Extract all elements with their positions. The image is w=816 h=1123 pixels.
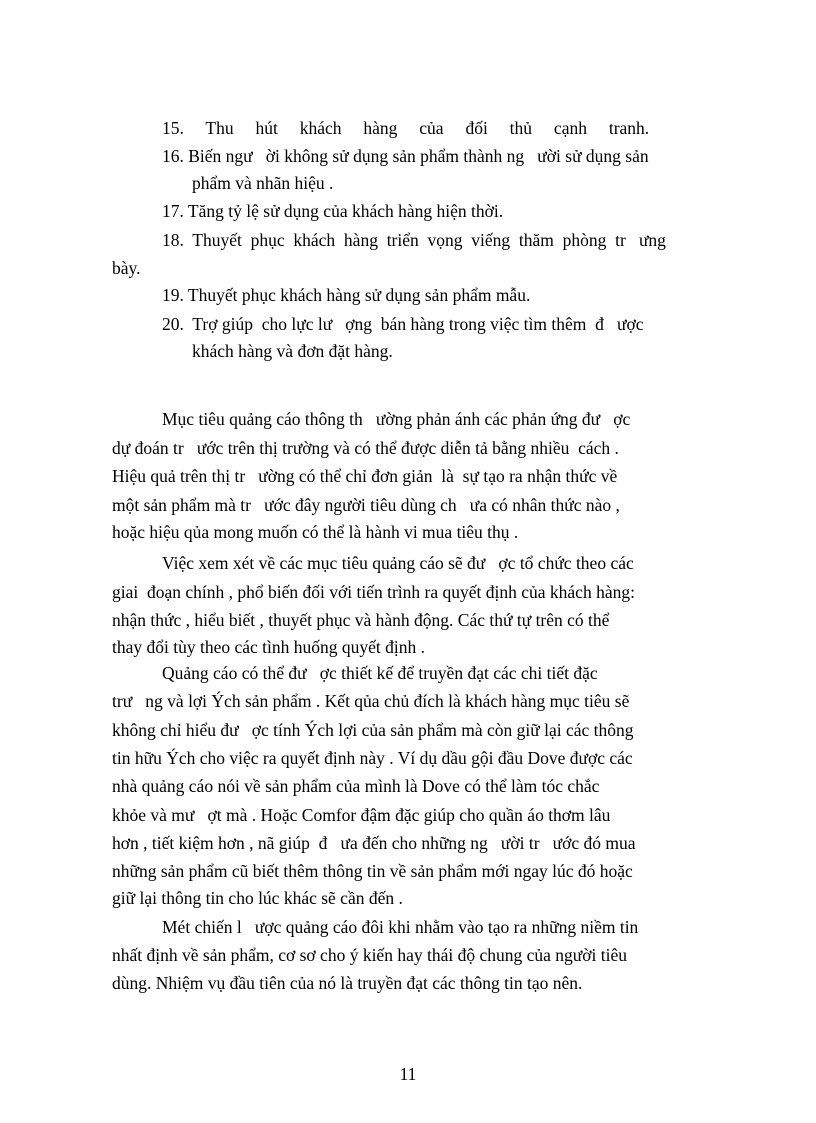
paragraph-4-line: nhất định về sản phẩm, cơ sơ cho ý kiến hay thái độ chung của người tiêu — [112, 945, 627, 965]
paragraph-3-line: khỏe và mư ợt mà . Hoặc Comfor đậm đặc giúp cho quần áo thơm lâu — [112, 805, 611, 825]
paragraph-1-line: Hiệu quả trên thị tr ường có thể chỉ đơn giản là sự tạo ra nhận thức về — [112, 466, 618, 486]
list-item-20: 20. Trợ giúp cho lực lư ợng bán hàng trong việc tìm thêm đ ược — [162, 314, 644, 334]
list-item-16-cont: phẩm và nhãn hiệu . — [192, 173, 334, 193]
list-item-18-cont: bày. — [112, 258, 141, 278]
paragraph-4-line: Mét chiến l ược quảng cáo đôi khi nhằm vào tạo ra những niềm tin — [162, 917, 639, 937]
paragraph-1-line: dự đoán tr ước trên thị trường và có thể được diễn tả bằng nhiều cách . — [112, 438, 619, 458]
list-item-19: 19. Thuyết phục khách hàng sử dụng sản phẩm mẫu. — [162, 285, 531, 305]
paragraph-3-line: trư ng và lợi Ých sản phẩm . Kết qủa chủ đích là khách hàng mục tiêu sẽ — [112, 691, 630, 711]
paragraph-3-line: giữ lại thông tin cho lúc khác sẽ cần đến . — [112, 888, 403, 908]
paragraph-2-line: nhận thức , hiểu biết , thuyết phục và hành động. Các thứ tự trên có thể — [112, 610, 610, 630]
paragraph-3-line: tin hữu Ých cho việc ra quyết định này . Ví dụ dầu gội đầu Dove được các — [112, 748, 633, 768]
paragraph-4-line: dùng. Nhiệm vụ đầu tiên của nó là truyền đạt các thông tin tạo nên. — [112, 973, 583, 993]
list-item-20-cont: khách hàng và đơn đặt hàng. — [192, 341, 393, 361]
paragraph-2-line: Việc xem xét về các mục tiêu quảng cáo sẽ đư ợc tổ chức theo các — [162, 553, 634, 573]
paragraph-3-line: nhà quảng cáo nói về sản phẩm của mình là Dove có thể làm tóc chắc — [112, 776, 600, 796]
list-item-16: 16. Biến ngư ời không sử dụng sản phẩm thành ng ười sử dụng sản — [162, 146, 649, 166]
paragraph-3-line: những sản phẩm cũ biết thêm thông tin về sản phẩm mới ngay lúc đó hoặc — [112, 861, 633, 881]
list-item-15: 15. Thu hút khách hàng của đối thủ cạnh tranh. — [162, 118, 650, 138]
page-number: 11 — [399, 1064, 417, 1084]
paragraph-3-line: không chỉ hiểu đư ợc tính Ých lợi của sản phẩm mà còn giữ lại các thông — [112, 720, 634, 740]
paragraph-1-line: một sản phẩm mà tr ước đây người tiêu dùng ch ưa có nhân thức nào , — [112, 495, 620, 515]
paragraph-2-line: giai đoạn chính , phổ biến đối với tiến trình ra quyết định của khách hàng: — [112, 582, 635, 602]
paragraph-2-line: thay đổi tùy theo các tình huống quyết định . — [112, 637, 426, 657]
paragraph-3-line: hơn , tiết kiệm hơn , nã giúp đ ưa đến cho những ng ười tr ước đó mua — [112, 833, 636, 853]
paragraph-3-line: Quảng cáo có thể đư ợc thiết kế để truyền đạt các chi tiết đặc — [162, 663, 598, 683]
paragraph-1-line: hoặc hiệu qủa mong muốn có thể là hành vi mua tiêu thụ . — [112, 522, 519, 542]
list-item-17: 17. Tăng tỷ lệ sử dụng của khách hàng hiện thời. — [162, 201, 504, 221]
list-item-18: 18. Thuyết phục khách hàng triển vọng viếng thăm phòng tr ưng — [162, 230, 666, 250]
paragraph-1-line: Mục tiêu quảng cáo thông th ường phản ánh các phản ứng đư ợc — [162, 409, 631, 429]
